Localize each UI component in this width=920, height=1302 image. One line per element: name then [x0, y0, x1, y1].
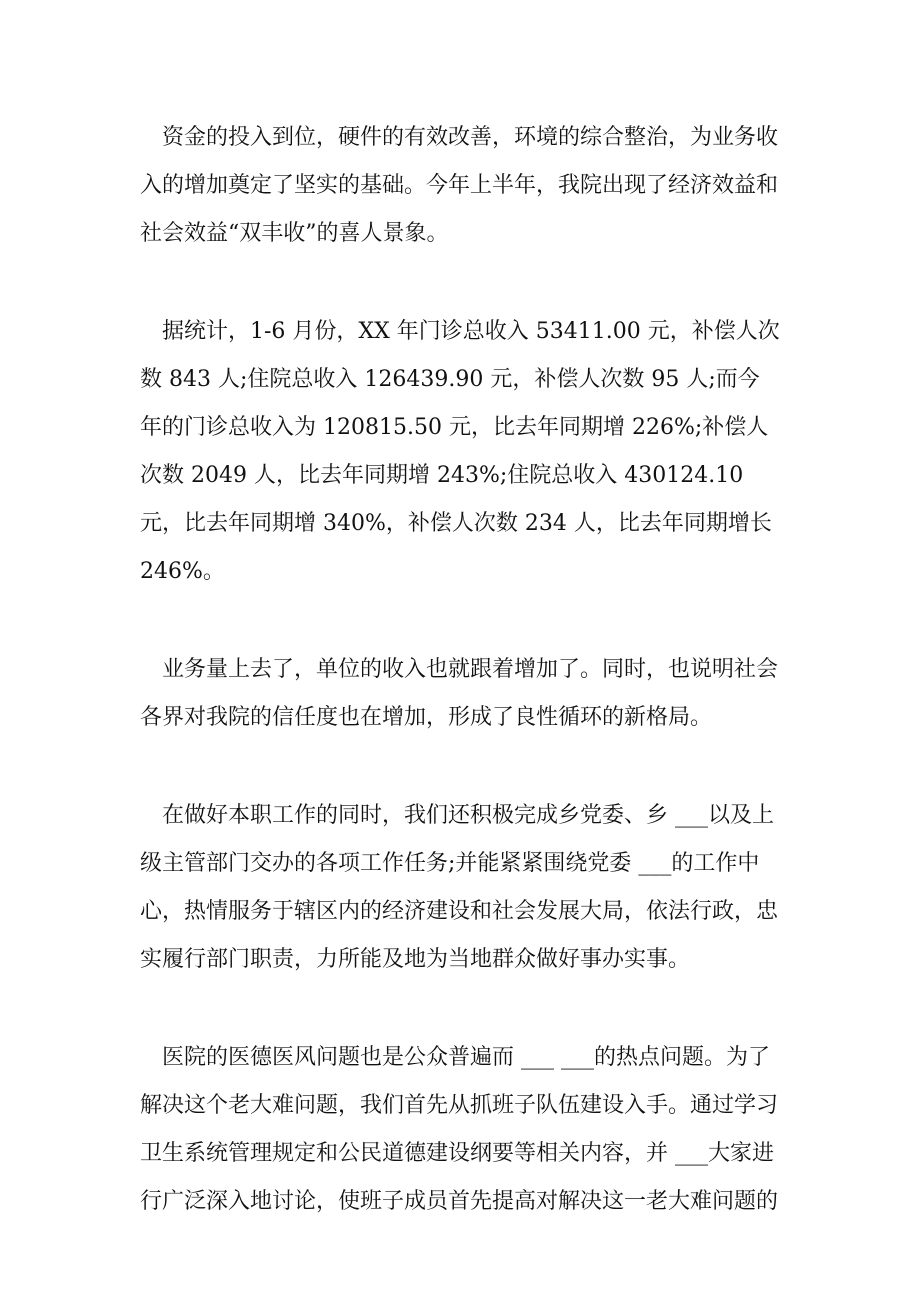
document-body — [140, 114, 780, 1276]
paragraph-duties: 在做好本职工作的同时，我们还积极完成乡党委、乡 ___以及上级主管部门交办的各项工作任务;并能紧紧围绕党委 ___的工作中心，热情服务于辖区内的经济建设和社会发展大局，依法行政，忠实履行部门职责，力所能及地为当地群众做好事办实事。 — [140, 803, 779, 972]
paragraph-funding: 资金的投入到位，硬件的有效改善，环境的综合整治，为业务收入的增加奠定了坚实的基础。今年上半年，我院出现了经济效益和社会效益“双丰收”的喜人景象。 — [140, 125, 779, 246]
paragraph-medical-ethics: 医院的医德医风问题也是公众普遍而 ___ ___的热点问题。为了解决这个老大难问题，我们首先从抓班子队伍建设入手。通过学习卫生系统管理规定和公民道德建设纲要等相关内容，并 ___大家进行广泛深入地讨论，使班子成员首先提高对解决这一老大难问题的 — [140, 1045, 779, 1214]
paragraph-business-volume: 业务量上去了，单位的收入也就跟着增加了。同时，也说明社会各界对我院的信任度也在增加，形成了良性循环的新格局。 — [140, 657, 779, 730]
paragraph-statistics: 据统计，1-6 月份，XX 年门诊总收入 53411.00 元，补偿人次数 843 人;住院总收入 126439.90 元，补偿人次数 95 人;而今年的门诊总收入为 120815.50 元，比去年同期增 226%;补偿人次数 2049 人，比去年同期增 243%;住院总收入 430124.10 元，比去年同期增 340%，补偿人次数 234 人，比去年同期增长 246%。 — [140, 319, 780, 584]
